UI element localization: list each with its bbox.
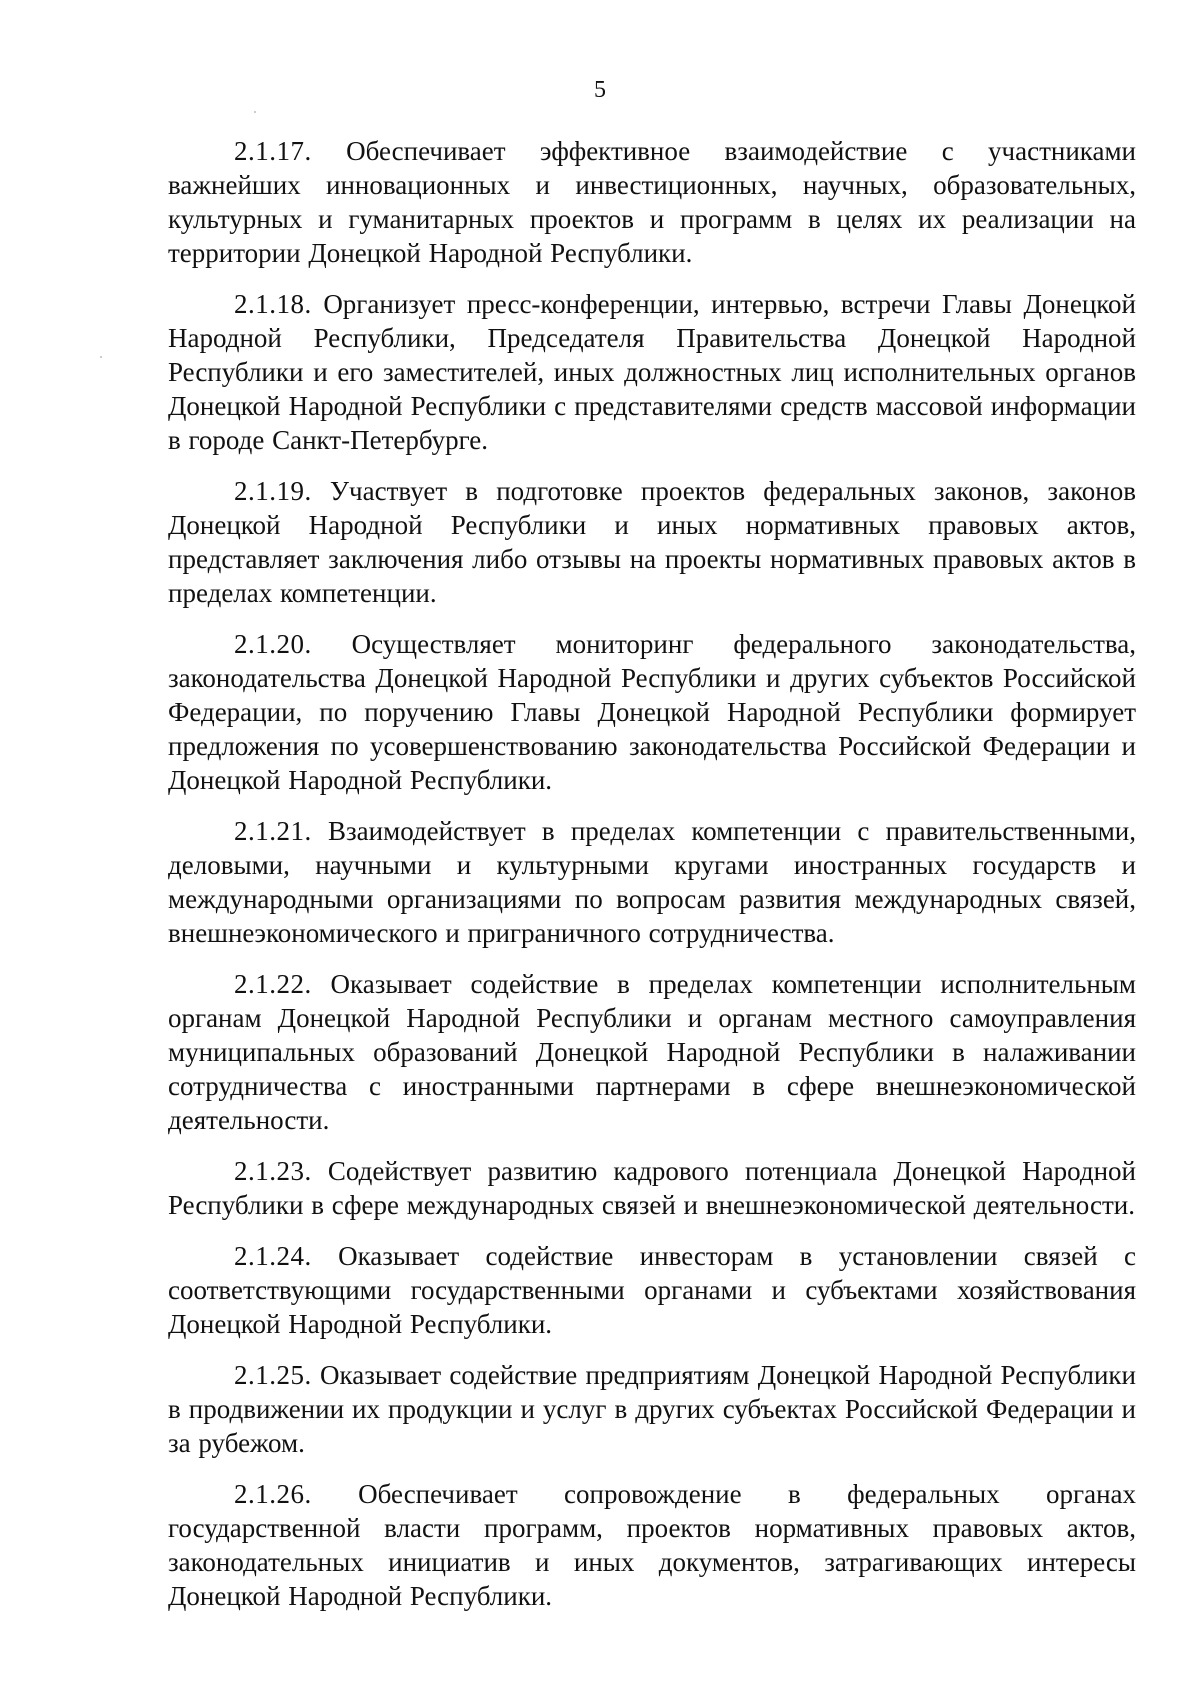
clause-2-1-21 (168, 814, 1136, 950)
clause-number: 2.1.22. (234, 969, 312, 999)
page-number: 5 (594, 77, 606, 103)
document-body (168, 134, 1136, 1630)
clause-text: Осуществляет мониторинг федерального законодательства, законодательства Донецкой Народной Республики и других субъектов Российской Федерации, по поручению Главы Донецкой Народной Республики формирует предложения по усовершенствованию законодательства Российской Федерации и Донецкой Народной Республики. (168, 629, 1137, 795)
clause-number: 2.1.18. (234, 289, 312, 319)
clause-2-1-22 (168, 967, 1136, 1137)
clause-text: Содействует развитию кадрового потенциала Донецкой Народной Республики в сфере международных связей и внешнеэкономической деятельности. (168, 1156, 1137, 1220)
clause-text: Оказывает содействие в пределах компетенции исполнительным органам Донецкой Народной Республики и органам местного самоуправления муниципальных образований Донецкой Народной Республики в налаживании сотрудничества с иностранными партнерами в сфере внешнеэкономической деятельности. (168, 969, 1136, 1135)
clause-number: 2.1.19. (234, 476, 312, 506)
clause-2-1-17 (168, 134, 1136, 270)
clause-number: 2.1.20. (234, 629, 312, 659)
clause-2-1-24 (168, 1239, 1136, 1341)
clause-number: 2.1.21. (234, 816, 312, 846)
clause-text: Обеспечивает эффективное взаимодействие с участниками важнейших инновационных и инвестиционных, научных, образовательных, культурных и гуманитарных проектов и программ в целях их реализации на территории Донецкой Народной Республики. (168, 136, 1137, 268)
clause-text: Оказывает содействие инвесторам в установлении связей с соответствующими государственными органами и субъектами хозяйствования Донецкой Народной Республики. (168, 1241, 1137, 1339)
clause-2-1-19 (168, 474, 1136, 610)
clause-text: Оказывает содействие предприятиям Донецкой Народной Республики в продвижении их продукции и услуг в других субъектах Российской Федерации и за рубежом. (168, 1360, 1136, 1458)
clause-text: Обеспечивает сопровождение в федеральных органах государственной власти программ, проектов нормативных правовых актов, законодательных инициатив и иных документов, затрагивающих интересы Донецкой Народной Республики. (168, 1479, 1137, 1611)
scan-speck (100, 356, 102, 358)
clause-text: Участвует в подготовке проектов федеральных законов, законов Донецкой Народной Республики и иных нормативных правовых актов, представляет заключения либо отзывы на проекты нормативных правовых актов в пределах компетенции. (168, 476, 1137, 608)
clause-number: 2.1.26. (234, 1479, 312, 1509)
clause-text: Организует пресс-конференции, интервью, встречи Главы Донецкой Народной Республики, Председателя Правительства Донецкой Народной Республики и его заместителей, иных должностных лиц исполнительных органов Донецкой Народной Республики с представителями средств массовой информации в городе Санкт-Петербурге. (168, 289, 1136, 455)
clause-2-1-20 (168, 627, 1136, 797)
clause-text: Взаимодействует в пределах компетенции с правительственными, деловыми, научными и культурными кругами иностранных государств и международными организациями по вопросам развития международных связей, внешнеэкономического и приграничного сотрудничества. (168, 816, 1137, 948)
clause-2-1-26 (168, 1477, 1136, 1613)
clause-2-1-23 (168, 1154, 1136, 1222)
clause-number: 2.1.24. (234, 1241, 312, 1271)
clause-number: 2.1.17. (234, 136, 312, 166)
clause-number: 2.1.23. (234, 1156, 312, 1186)
clause-number: 2.1.25. (234, 1360, 312, 1390)
clause-2-1-18 (168, 287, 1136, 457)
clause-2-1-25 (168, 1358, 1136, 1460)
scan-speck (254, 111, 256, 113)
